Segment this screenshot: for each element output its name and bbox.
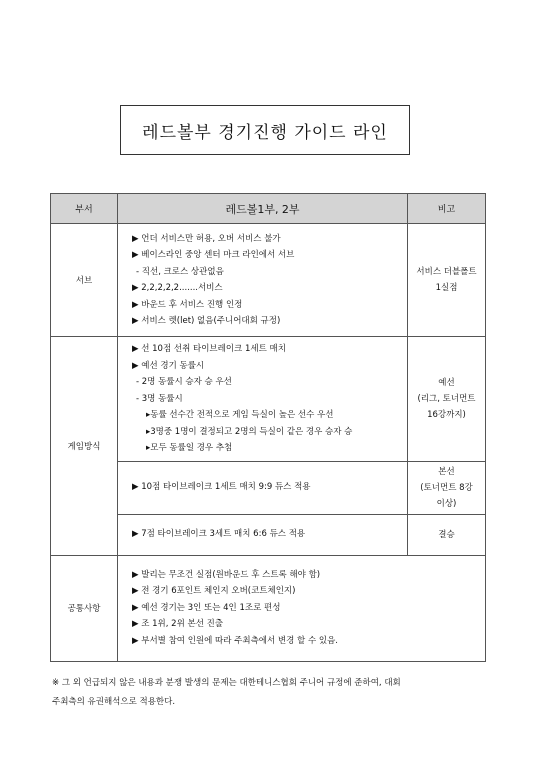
game-note-line: 16강까지) — [427, 409, 466, 420]
serve-line: ▶ 2,2,2,2,2.......서비스 — [132, 283, 223, 293]
serve-row — [51, 224, 486, 337]
serve-line: ▶ 바운드 후 서비스 진행 인정 — [132, 299, 243, 310]
game-final-content — [118, 514, 408, 555]
footnote-line: ※ 그 외 언급되지 않은 내용과 분쟁 발생의 문제는 대한테니스협회 주니어 규정에 준하여, 대회 — [52, 678, 401, 688]
game-note-line: 결승 — [438, 529, 455, 540]
common-line: ▶ 발리는 무조건 실점(원바운드 후 스트록 해야 함) — [132, 569, 321, 580]
serve-dept: 서브 — [51, 224, 118, 337]
document-title-text: 레드볼부 경기진행 가이드 라인 — [142, 122, 388, 143]
document-title — [120, 105, 410, 155]
game-line: ▶ 선 10점 선취 타이브레이크 1세트 매치 — [132, 344, 286, 354]
header-main: 레드볼1부, 2부 — [118, 194, 408, 224]
common-content — [118, 555, 486, 661]
serve-note-line: 서비스 더블폴트 — [416, 267, 477, 277]
common-line: ▶ 조 1위, 2위 본선 진출 — [132, 619, 224, 630]
game-line: ▸동률 선수간 전적으로 게임 득실이 높은 선수 우선 — [146, 410, 334, 420]
footnote — [52, 674, 492, 712]
common-line: ▶ 전 경기 6포인트 체인지 오버(코트체인지) — [132, 586, 296, 597]
common-line: ▶ 예선 경기는 3인 또는 4인 1조로 편성 — [132, 602, 281, 613]
game-main-note — [408, 461, 486, 514]
serve-note-line: 1실점 — [435, 283, 458, 293]
game-prelim-content — [118, 337, 408, 462]
serve-content — [118, 224, 408, 337]
game-note-line: 본선 — [438, 466, 455, 477]
game-line: - 3명 동률시 — [136, 393, 183, 404]
game-line: - 2명 동률시 승자 승 우선 — [136, 377, 232, 387]
game-line: ▶ 7점 타이브레이크 3세트 매치 6:6 듀스 적용 — [132, 529, 306, 540]
serve-line: ▶ 베이스라인 중앙 센터 마크 라인에서 서브 — [132, 250, 295, 260]
game-main-content — [118, 461, 408, 514]
header-note: 비고 — [408, 194, 486, 224]
game-line: ▸모두 동률일 경우 추첨 — [146, 443, 233, 453]
game-final-note — [408, 514, 486, 555]
game-note-line: (리그, 토너먼트 — [417, 393, 476, 404]
common-line: ▶ 부서별 참여 인원에 따라 주최측에서 변경 할 수 있음. — [132, 635, 338, 646]
game-row-prelim — [51, 337, 486, 462]
header-dept: 부서 — [51, 194, 118, 224]
table-header-row — [51, 194, 486, 224]
serve-line: ▶ 언더 서비스만 허용, 오버 서비스 불가 — [132, 233, 281, 244]
guide-table — [50, 193, 486, 662]
serve-note — [408, 224, 486, 337]
serve-line: ▶ 서비스 렛(let) 없음(주니어대회 규정) — [132, 316, 281, 326]
serve-line: - 직선, 크로스 상관없음 — [136, 266, 224, 277]
game-line: ▶ 예선 경기 동률시 — [132, 360, 205, 371]
game-note-line: 예선 — [438, 377, 455, 388]
game-prelim-note — [408, 337, 486, 462]
footnote-line: 주최측의 유권해석으로 적용한다. — [52, 697, 176, 707]
common-dept: 공통사항 — [51, 555, 118, 661]
game-note-line: (토너먼트 8강 — [420, 482, 473, 493]
common-row — [51, 555, 486, 661]
game-line: ▶ 10점 타이브레이크 1세트 매치 9:9 듀스 적용 — [132, 482, 311, 493]
game-dept: 게임방식 — [51, 337, 118, 556]
game-line: ▸3명중 1명이 결정되고 2명의 득실이 같은 경우 승자 승 — [146, 426, 353, 437]
game-note-line: 이상) — [436, 498, 457, 509]
